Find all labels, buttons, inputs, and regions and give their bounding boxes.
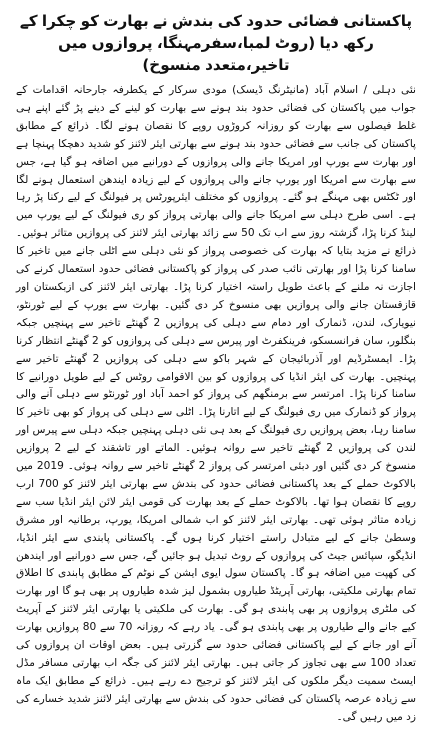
article-headline: پاکستانی فضائی حدود کی بندش نے بھارت کو چکرا کے رکھ دیا (روٹ لمبا،سفرمہنگا، پروازوں میں تاخیر،متعدد منسوخ) — [19, 12, 413, 74]
article-body: نئی دہلی / اسلام آباد (مانیٹرنگ ڈیسک) مودی سرکار کے یکطرفہ جارحانہ اقدامات کے جواب میں پاکستان کی فضائی حدود بند ہونے سے بھارت کو لینے کے دینے پڑ گئے اپنے ہی غلط فیصلوں سے بھارت کو روزانہ کروڑوں روپے کا نقصان ہونے لگا۔ ذرائع کے مطابق پاکستان کی جانب سے فضائی حدود بند ہونے سے بھارتی ایئر لائنز کو شدید دھچکا پہنچا ہے اور بھارت سے یورپ اور امریکا جانے والی پروازوں کے دورانیے میں اضافہ ہو گیا ہے، جس سے بھارت سے امریکا اور یورپ جانے والی پروازوں کے لیے زیادہ ایندھن استعمال ہونے لگا اور ٹکٹس بھی مہنگے ہو گئے۔ پروازوں کو مختلف ایئرپورٹس پر فیولنگ کے لیے رکنا پڑ رہا ہے۔ اسی طرح دہلی سے امریکا جانے والی بھارتی پرواز کو ری فیولنگ کے لیے یورپ میں لینڈ کرنا پڑا، گزشتہ روز سے اب تک 50 سے زائد بھارتی ایئر لائنز کی پروازیں متاثر ہوئیں۔ ذرائع نے مزید بتایا کہ بھارت کی خصوصی پرواز کو نئی دہلی سے اٹلی جانے میں تاخیر کا سامنا کرنا پڑا اور بھارتی نائب صدر کی پرواز کو پاکستانی فضائی حدود استعمال کرنے کی اجازت نہ ملنے کے باعث طویل راستہ اختیار کرنا پڑا۔ بھارتی ایئر لائنز کی ازبکستان اور قازقستان جانے والی پروازیں بھی منسوخ کر دی گئیں۔ بھارت سے یورپ کے لیے ٹورنٹو، نیویارک، لندن، ڈنمارک اور دمام سے دہلی کی پروازیں 2 گھنٹے تاخیر سے پہنچیں جبکہ بنگلور، سان فرانسسکو، فرینکفرٹ اور پیرس سے دہلی کی پروازوں کو 2 گھنٹے انتظار کرنا پڑا۔ ایمسٹرڈیم اور آذربائیجان کے شہر باکو سے دہلی کی پروازیں 2 گھنٹے تاخیر سے پہنچیں۔ بھارت کی ایئر انڈیا کی پروازوں کو بین الاقوامی روٹس کے لیے طویل دورانیے کا سامنا کرنا پڑا۔ امرتسر سے برمنگھم کی پرواز کو احمد آباد اور ٹورنٹو سے دہلی آنے والی پرواز کو ڈنمارک میں ری فیولنگ کے لیے اتارنا پڑا۔ اٹلی سے دہلی کی پرواز کو بھی تاخیر کا سامنا رہا، بعض پروازیں ری فیولنگ کے بعد ہی نئی دہلی پہنچیں جبکہ دہلی سے پیرس اور لندن کی پروازیں 2 گھنٹے تاخیر سے روانہ ہوئیں۔ الماتے اور تاشقند کے لیے 2 پروازیں منسوخ کر دی گئیں اور دبئی امرتسر کی پرواز 2 گھنٹے تاخیر سے روانہ ہوئی۔ 2019 میں بالاکوٹ حملے کے بعد پاکستانی فضائی حدود کی بندش سے بھارتی ایئر لائنز کو 700 ارب روپے کا نقصان ہوا تھا۔ بالاکوٹ حملے کے بعد بھارت کی قومی ایئر لائن ایئر انڈیا سب سے زیادہ متاثر ہوئی تھی۔ بھارتی ایئر لائنز کو اب شمالی امریکا، یورپ، برطانیہ اور مشرق وسطیٰ جانے کے لیے متبادل راستے اختیار کرنا ہوں گے۔ پاکستانی پابندی سے ایئر انڈیا، انڈیگو، سپائس جیٹ کی پروازوں کے روٹ تبدیل ہو جائیں گے، جس سے دورانیے اور ایندھن کی کھپت میں اضافہ ہو گا۔ پاکستان سول ایوی ایشن کے نوٹم کے مطابق پابندی کا اطلاق تمام بھارتی ملکیتی، بھارتی آپریٹڈ طیاروں بشمول لیز شدہ طیاروں پر بھی ہو گا اور بھارت کی ملٹری پروازوں پر بھی پابندی ہو گی۔ بھارت کی ملکیتی یا بھارتی ایئر لائنز کے آپریٹ کیے جانے والے طیاروں پر بھی پابندی ہو گی۔ یاد رہے کہ روزانہ 70 سے 80 پروازیں بھارت آنے اور جانے کے لیے پاکستانی فضائی حدود سے گزرتی ہیں۔ بعض اوقات ان پروازوں کی تعداد 100 سے بھی تجاوز کر جاتی ہیں۔ بھارتی ایئر لائنز کی جگہ اب بھارتی مسافر مڈل ایسٹ سمیت دیگر ملکوں کی ایئر لائنز کو ترجیح دے رہے ہیں۔ ذرائع کے مطابق ایک ماہ سے زیادہ عرصہ پاکستان کی فضائی حدود کی بندش سے بھارتی ایئر لائنز شدید خسارے کی زد میں رہیں گی۔ — [16, 84, 417, 723]
